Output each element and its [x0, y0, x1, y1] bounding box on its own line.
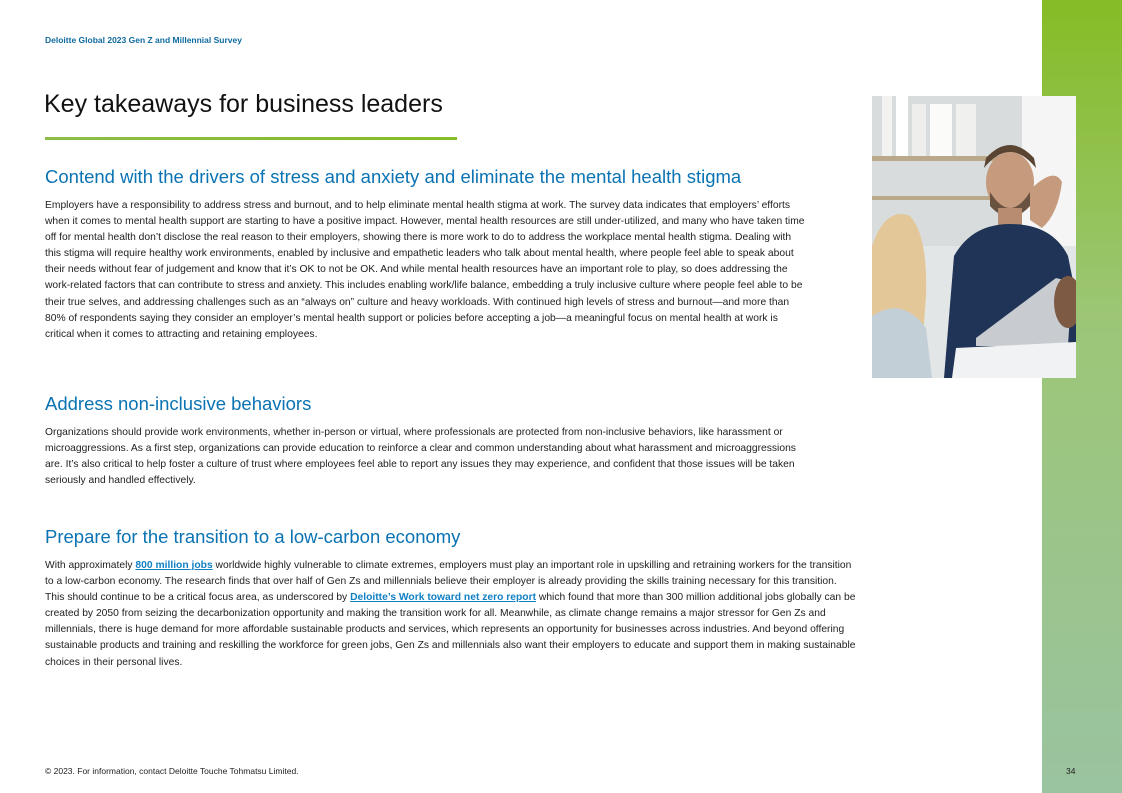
section-body [45, 558, 857, 671]
link-800-million-jobs[interactable]: 800 million jobs [135, 560, 213, 571]
body-text: which found that more than 300 million additional jobs globally can be created by 2050 from seizing the decarbonization opportunity and making the transition work for all. Meanwhile, as climate change remains a major stressor for Gen Zs and millennials, there is huge demand for more affordable sustainable products and services, which represents an opportunity for businesses across industries. And beyond offering sustainable products and training and reskilling the workforce for green jobs, Gen Zs and millennials also want their employers to educate and support them in making sustainable choices in their personal lives. [45, 592, 856, 668]
section-heading: Address non-inclusive behaviors [45, 393, 312, 414]
page-title: Key takeaways for business leaders [44, 90, 443, 118]
page-number: 34 [1066, 766, 1076, 776]
body-text: worldwide highly vulnerable to climate extremes, employers must play an important role in upskilling and retraining workers for the transition to a low-carbon economy. The research finds that over half of Gen Zs and millennials believe their employer is already providing the skills training necessary for this transition. This should continue to be a critical focus area, as underscored by [45, 560, 852, 604]
section-non-inclusive-behaviors [45, 393, 805, 489]
office-meeting-photo [872, 96, 1076, 378]
footer-copyright: © 2023. For information, contact Deloitte Touche Tohmatsu Limited. [45, 766, 299, 776]
section-body: Organizations should provide work environments, whether in-person or virtual, where professionals are protected from non-inclusive behaviors, like harassment or microaggressions. As a first step, organizations can provide education to reinforce a clear and common understanding about what harassment and microaggressions are. It’s also critical to help foster a culture of trust where employees feel able to report any issues they may experience, and confident that those issues will be taken seriously and handled effectively. [45, 427, 796, 487]
section-mental-health [45, 166, 805, 343]
section-heading: Prepare for the transition to a low-carbon economy [45, 526, 461, 547]
survey-title: Deloitte Global 2023 Gen Z and Millennial Survey [45, 35, 242, 45]
section-heading: Contend with the drivers of stress and anxiety and eliminate the mental health stigma [45, 166, 742, 187]
link-net-zero-report[interactable]: Deloitte’s Work toward net zero report [350, 592, 537, 604]
body-text: With approximately [45, 560, 136, 571]
title-underline [45, 137, 457, 140]
section-body: Employers have a responsibility to address stress and burnout, and to help eliminate mental health stigma at work. The survey data indicates that employers’ efforts when it comes to mental health support are starting to have a positive impact. However, mental health resources are still under-utilized, and many who have taken time off for mental health don’t disclose the real reason to their employers, showing there is more work to do to address the workplace mental health stigma. Dealing with this stigma will require healthy work environments, enabled by inclusive and empathetic leaders who talk about mental health, where people feel able to speak about their needs without fear of judgement and know that it’s OK to not be OK. And while mental health resources have an important role to play, so does addressing the work-related factors that can contribute to stress and anxiety. This includes enabling work/life balance, embedding a truly inclusive culture where people feel able to be their true selves, and addressing challenges such as an “always on” culture and heavy workloads. With continued high levels of stress and burnout—and more than 80% of respondents saying they consider an employer’s mental health support or policies before accepting a job—a meaningful focus on mental health at work is critical when it comes to attracting and retaining employees. [45, 200, 805, 340]
section-low-carbon-transition [45, 526, 857, 671]
